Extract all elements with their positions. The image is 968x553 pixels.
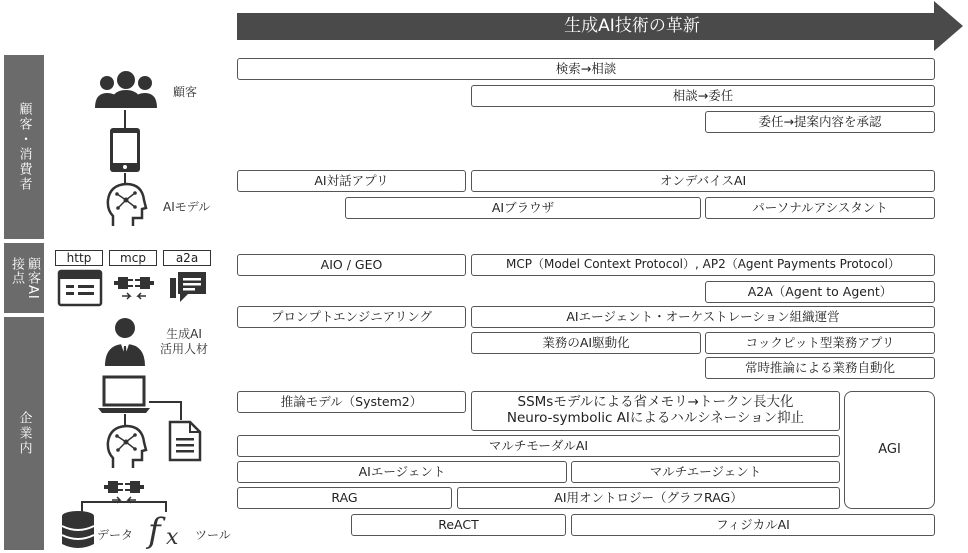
- database-icon: [60, 510, 96, 550]
- box-ai-ontology: AI用オントロジー（グラフRAG）: [457, 487, 840, 509]
- svg-text:x: x: [166, 525, 179, 550]
- box-ssm-neuro-symbolic: SSMsモデルによる省メモリ→トークン長大化 Neuro-symbolic AIによるハルシネーション抑止: [471, 391, 840, 431]
- box-physical-ai: フィジカルAI: [571, 514, 935, 536]
- box-a2a: A2A（Agent to Agent）: [705, 281, 935, 303]
- businessperson-icon: [103, 316, 147, 366]
- box-react: ReACT: [351, 514, 566, 536]
- talent-label: 生成AI 活用人材: [160, 327, 209, 356]
- box-ai-driven-business: 業務のAI駆動化: [471, 332, 701, 354]
- box-consult-delegate: 相談→委任: [471, 85, 935, 107]
- box-prompt-engineering: プロンプトエンジニアリング: [237, 306, 466, 328]
- tag-http: http: [55, 250, 103, 266]
- box-aio-geo: AIO / GEO: [237, 254, 466, 276]
- band-customer-ai-contact: [4, 243, 44, 313]
- tool-label: ツール: [195, 528, 231, 542]
- ai-head-icon: [105, 182, 147, 228]
- box-mcp-ap2: MCP（Model Context Protocol）, AP2（Agent Payments Protocol）: [471, 254, 935, 276]
- box-search-consult: 検索→相談: [237, 58, 935, 80]
- document-icon: [168, 420, 202, 462]
- data-label: データ: [97, 528, 134, 542]
- ai-model-label: AIモデル: [163, 200, 211, 214]
- box-cockpit-app: コックピット型業務アプリ: [705, 332, 935, 354]
- innovation-arrow: [237, 13, 937, 40]
- arrow-title: 生成AI技術の革新: [564, 16, 700, 36]
- chat-bubbles-icon: [168, 270, 208, 304]
- band-contact-label: 顧客AI 接点: [9, 256, 40, 300]
- box-ai-browser: AIブラウザ: [345, 197, 701, 219]
- box-on-device-ai: オンデバイスAI: [471, 170, 935, 192]
- box-always-inference: 常時推論による業務自動化: [705, 357, 935, 379]
- smartphone-icon: [109, 127, 141, 173]
- box-ai-agent: AIエージェント: [237, 461, 567, 483]
- box-personal-assistant: パーソナルアシスタント: [705, 197, 935, 219]
- band-customer: 顧客・消費者: [4, 55, 44, 239]
- band-enterprise: 企業内: [4, 317, 44, 550]
- plug-connector-icon: [114, 272, 154, 302]
- box-multi-agent: マルチエージェント: [571, 461, 840, 483]
- arrow-head: [934, 1, 963, 51]
- tag-mcp: mcp: [109, 250, 157, 266]
- function-icon: [148, 510, 192, 550]
- people-icon: [95, 70, 157, 110]
- ai-head-icon-enterprise: [105, 424, 147, 470]
- box-agent-orchestration: AIエージェント・オーケストレーション組織運営: [471, 306, 935, 328]
- box-delegate-approve: 委任→提案内容を承認: [705, 111, 935, 133]
- tag-a2a: a2a: [163, 250, 211, 266]
- box-reasoning-model: 推論モデル（System2）: [237, 391, 466, 413]
- box-multimodal-ai: マルチモーダルAI: [237, 435, 840, 457]
- browser-window-icon: [58, 270, 102, 306]
- svg-text:f: f: [148, 511, 161, 551]
- box-agi: AGI: [844, 391, 935, 509]
- customer-label: 顧客: [173, 85, 198, 99]
- box-rag: RAG: [237, 487, 452, 509]
- box-ai-chat-app: AI対話アプリ: [237, 170, 466, 192]
